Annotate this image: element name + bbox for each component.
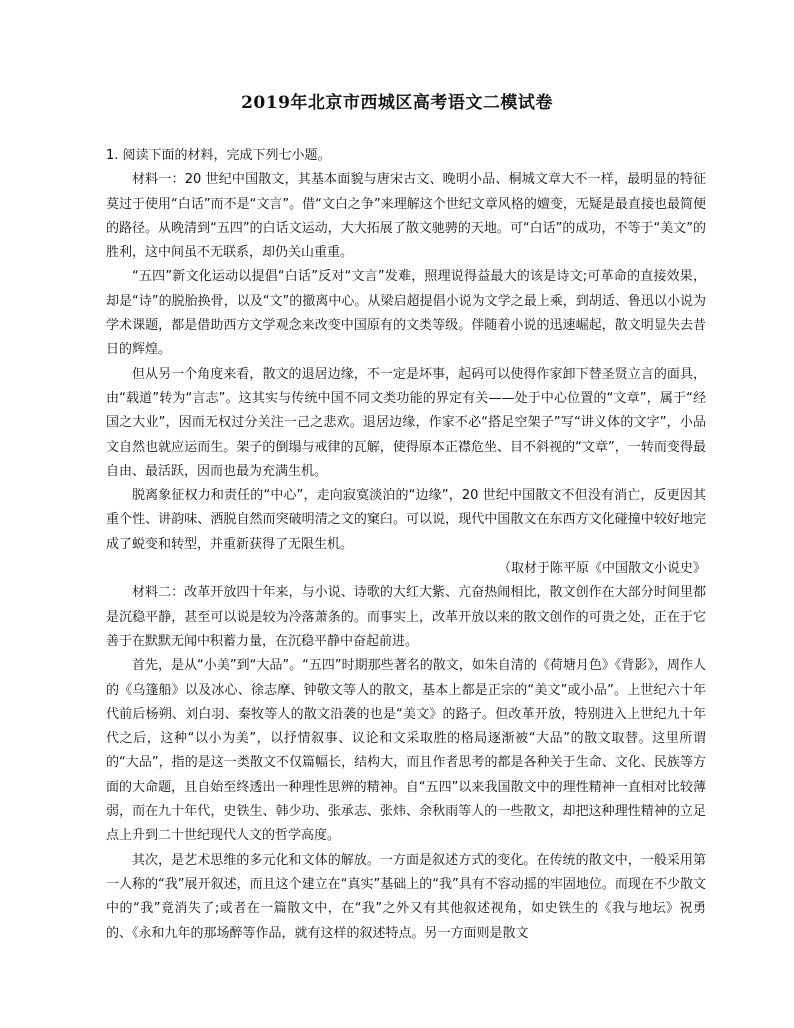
document-title: 2019年北京市西城区高考语文二模试卷	[241, 93, 553, 113]
document-body	[106, 144, 706, 946]
paragraph: 首先，是从“小美”到“大品”。“五四”时期那些著名的散文，如朱自清的《荷塘月色》《背影》，周作人的《乌篷船》以及冰心、徐志摩、钟敬文等人的散文，基本上都是正宗的“美文”或小品”。上世纪六十年代前后杨朔、刘白羽、秦牧等人的散文沿袭的也是“美文》的路子。但改革开放，特别进入上世纪九十年代之后，这种“以小为美”，以抒情叙事、议论和文采取胜的格局逐渐被“大品”的散文取替。这里所谓的“大品”，指的是这一类散文不仅篇幅长，结构大，而且作者思考的都是各种关于生命、文化、民族等方面的大命题，且自始至终透出一种理性思辨的精神。自“五四”以来我国散文中的理性精神一直相对比较薄弱，而在九十年代，史铁生、韩少功、张承志、张炜、余秋雨等人的一些散文，却把这种理性精神的立足点上升到二十世纪现代人文的哲学高度。	[106, 658, 706, 844]
question-stem: 1. 阅读下面的材料，完成下列七小题。	[106, 148, 331, 163]
paragraph: “五四”新文化运动以提倡“白话”反对“文言”发难，照理说得益最大的该是诗文;可革命的直接效果，却是“诗”的脱胎换骨，以及“文”的撤离中心。从梁启超提倡小说为文学之最上乘，到胡适、鲁迅以小说为学术课题，都是借助西方文学观念来改变中国原有的文类等级。伴随着小说的迅速崛起，散文明显失去昔日的辉煌。	[106, 269, 706, 358]
paragraph: 材料二：改革开放四十年来，与小说、诗歌的大红大紫、亢奋热闹相比，散文创作在大部分时间里都是沉稳平静，甚至可以说是较为冷落萧条的。而事实上，改革开放以来的散文创作的可贵之处，正在于它善于在默默无闻中积蓄力量，在沉稳平静中奋起前进。	[106, 585, 706, 649]
source-note: （取材于陈平原《中国散文小说史》	[497, 561, 706, 577]
paragraph: 材料一：20 世纪中国散文，其基本面貌与唐宋古文、晚明小品、桐城文章大不一样，最明显的特征莫过于使用“白话”而不是“文言”。借“文白之争”来理解这个世纪文章风格的嬗变，无疑是最直接也最简便的路径。从晚清到“五四”的白话文运动，大大拓展了散文驰骋的天地。可“白话”的成功，不等于“美文”的胜利，这中间虽不无联系，却仍关山重重。	[106, 172, 706, 261]
paragraph: 其次，是艺术思维的多元化和文体的解放。一方面是叙述方式的变化。在传统的散文中，一般采用第一人称的“我”展开叙述，而且这个建立在“真实”基础上的“我”具有不容动摇的牢固地位。而现在不少散文中的“我”竟消失了;或者在一篇散文中，在“我”之外又有其他叙述视角，如史铁生的《我与地坛》祝勇的、《永和九年的那场醉等作品，就有这样的叙述特点。另一方面则是散文	[106, 852, 706, 941]
paragraph: 脱离象征权力和责任的“中心”，走向寂寞淡泊的“边缘”，20 世纪中国散文不但没有消亡，反更因其重个性、讲韵味、洒脱自然而突破明清之文的窠臼。可以说，现代中国散文在东西方文化碰撞中较好地完成了蜕变和转型，并重新获得了无限生机。	[106, 488, 706, 552]
paragraph: 但从另一个角度来看，散文的退居边缘，不一定是坏事，起码可以使得作家卸下替圣贤立言的面具，由“载道”转为“言志”。这其实与传统中国不同文类功能的界定有关——处于中心位置的“文章”，属于“经国之大业”，因而无权过分关注一己之悲欢。退居边缘，作家不必“搭足空架子”写“讲义体的文字”，小品文自然也就应运而生。架子的倒塌与戒律的瓦解，使得原本正襟危坐、目不斜视的“文章”，一转而变得最自由、最活跃，因而也最为充满生机。	[106, 366, 706, 479]
